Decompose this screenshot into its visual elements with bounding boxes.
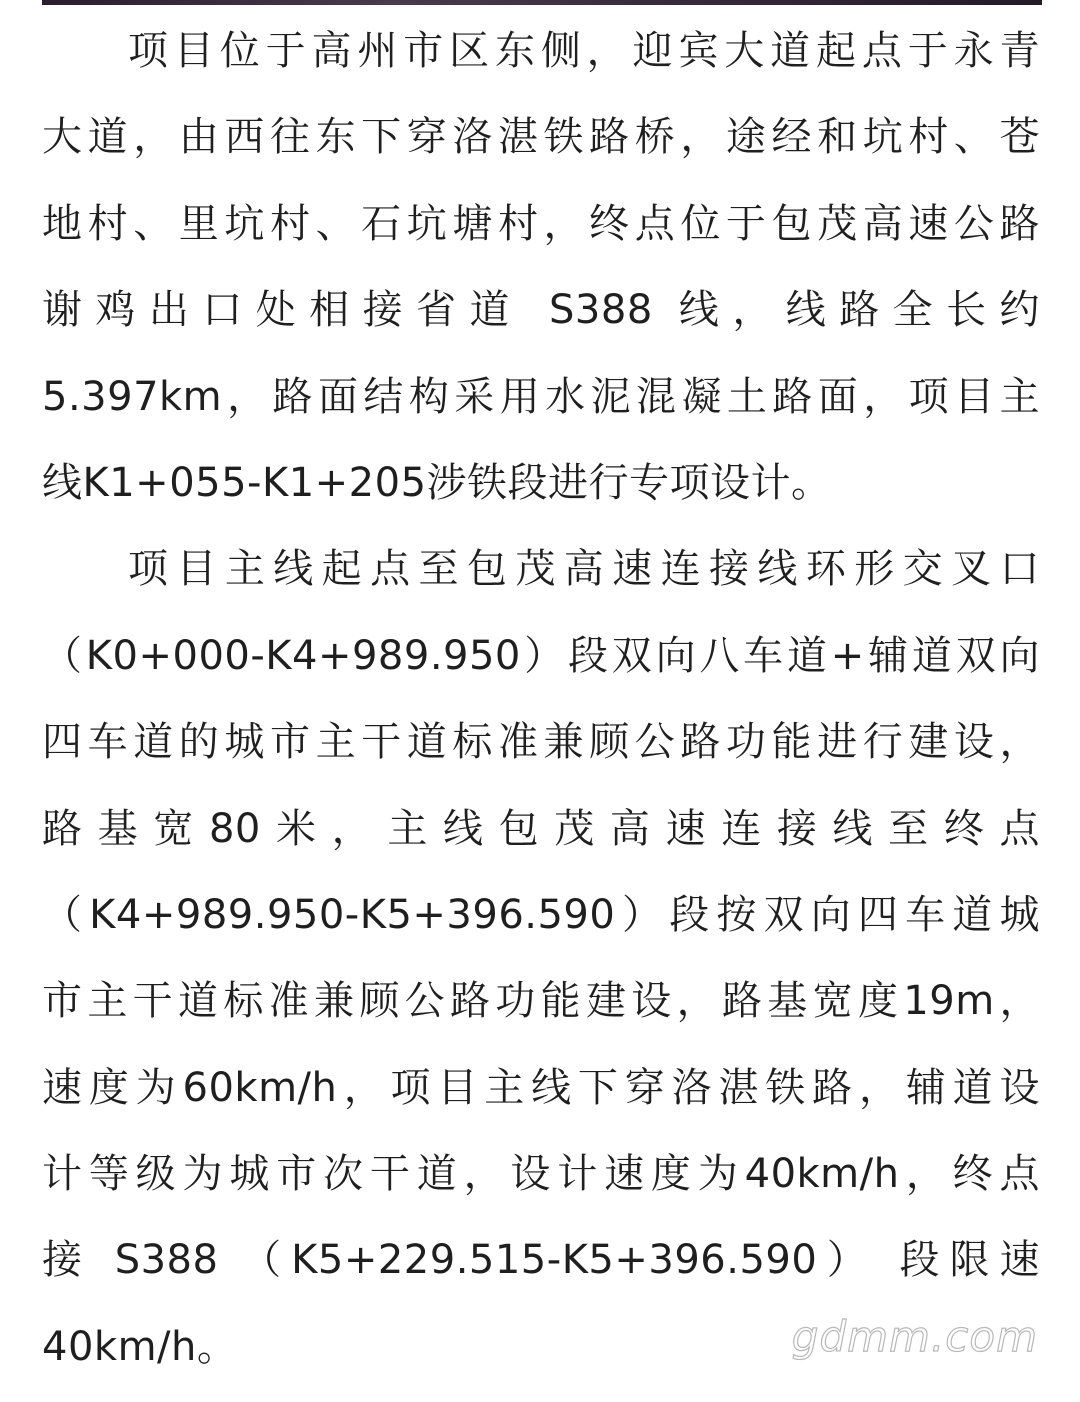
text-line: 大道，由西往东下穿洛湛铁路桥，途经和坑村、苍: [42, 114, 1040, 161]
text-line: 速度为60km/h，项目主线下穿洛湛铁路，辅道设: [42, 1064, 1040, 1111]
text-line: 线K1+055-K1+205涉铁段进行专项设计。: [42, 459, 832, 506]
text-line: 四车道的城市主干道标准兼顾公路功能进行建设，: [42, 719, 1040, 766]
text-line: （K0+000-K4+989.950）段双向八车道+辅道双向: [42, 632, 1040, 679]
text-line: 项目位于高州市区东侧，迎宾大道起点于永青: [128, 28, 1040, 74]
watermark-logo: gdmm.com: [791, 1312, 1038, 1361]
text-line: 5.397km，路面结构采用水泥混凝土路面，项目主: [42, 373, 1040, 420]
paragraph-1: [42, 8, 1040, 526]
header-image-strip: [42, 0, 1042, 5]
text-line: 项目主线起点至包茂高速连接线环形交叉口: [128, 546, 1040, 593]
text-line: （K4+989.950-K5+396.590）段按双向四车道城: [42, 891, 1040, 938]
text-line: 计等级为城市次干道，设计速度为40km/h，终点: [42, 1151, 1040, 1198]
paragraph-2: [42, 526, 1040, 1390]
text-line: 路基宽80米，主线包茂高速连接线至终点: [42, 805, 1040, 852]
text-line: 谢鸡出口处相接省道 S388 线，线路全长约: [42, 287, 1040, 334]
text-line: 接 S388 （K5+229.515-K5+396.590） 段限速: [42, 1237, 1040, 1284]
article-body: [42, 8, 1040, 1390]
text-line: 市主干道标准兼顾公路功能建设，路基宽度19m，: [42, 978, 1040, 1025]
text-line: 地村、里坑村、石坑塘村，终点位于包茂高速公路: [42, 200, 1040, 247]
text-line: 40km/h。: [42, 1323, 238, 1370]
